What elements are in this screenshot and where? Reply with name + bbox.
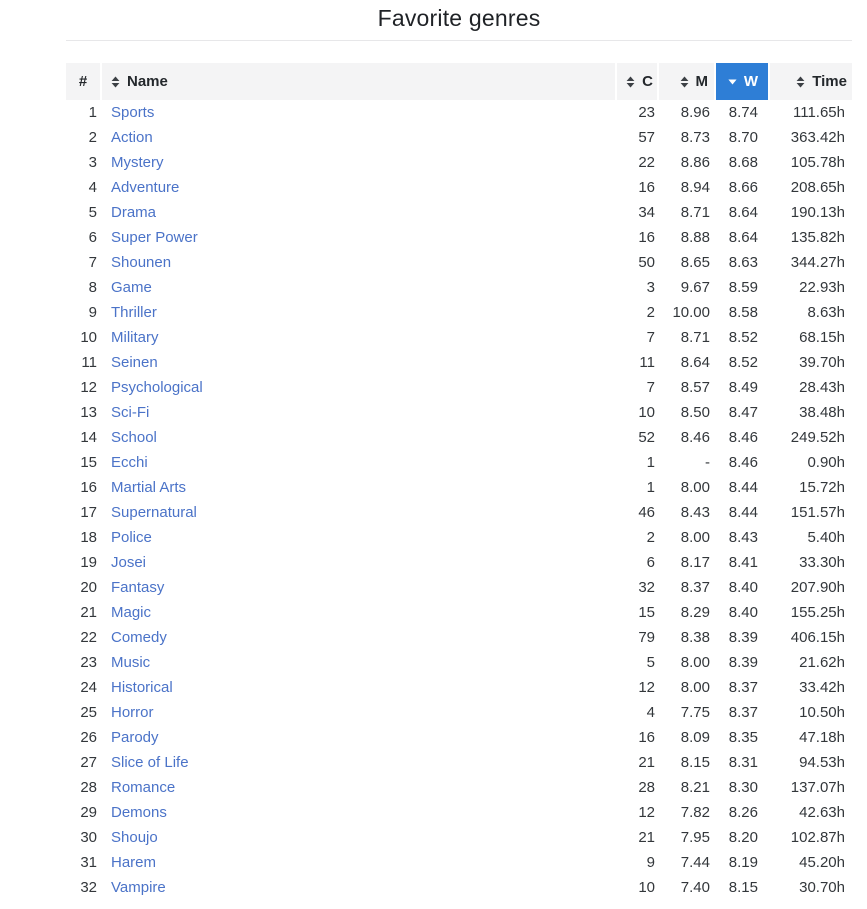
genre-link[interactable]: Historical bbox=[111, 679, 173, 696]
genre-name-cell bbox=[102, 100, 615, 125]
genre-name-cell bbox=[102, 850, 615, 875]
completed-count-cell: 5 bbox=[646, 654, 655, 671]
completed-count-cell: 50 bbox=[638, 254, 655, 271]
genre-link[interactable]: Police bbox=[111, 529, 152, 546]
table-row bbox=[66, 650, 852, 675]
time-cell: 137.07h bbox=[790, 779, 845, 796]
time-cell: 207.90h bbox=[790, 579, 845, 596]
rank-cell: 9 bbox=[88, 304, 97, 321]
rank-cell: 31 bbox=[80, 854, 97, 871]
mean-score-cell: - bbox=[705, 454, 710, 471]
column-header-name[interactable] bbox=[102, 63, 615, 100]
table-row bbox=[66, 500, 852, 525]
completed-count-cell: 12 bbox=[638, 679, 655, 696]
weighted-score-cell: 8.30 bbox=[728, 779, 758, 796]
weighted-score-cell: 8.59 bbox=[728, 279, 758, 296]
weighted-score-cell: 8.15 bbox=[728, 879, 758, 896]
weighted-score-cell: 8.68 bbox=[728, 154, 758, 171]
table-row bbox=[66, 200, 852, 225]
mean-score-cell: 8.71 bbox=[680, 204, 710, 221]
time-cell: 30.70h bbox=[799, 879, 845, 896]
genre-link[interactable]: Horror bbox=[111, 704, 154, 721]
mean-score-cell: 8.00 bbox=[680, 479, 710, 496]
table-row bbox=[66, 600, 852, 625]
mean-score-cell: 8.94 bbox=[680, 179, 710, 196]
table-row bbox=[66, 525, 852, 550]
genre-name-cell bbox=[102, 350, 615, 375]
table-row bbox=[66, 325, 852, 350]
weighted-score-cell: 8.19 bbox=[728, 854, 758, 871]
table-row bbox=[66, 700, 852, 725]
mean-score-cell: 7.82 bbox=[680, 804, 710, 821]
time-cell: 363.42h bbox=[790, 129, 845, 146]
time-cell: 111.65h bbox=[793, 104, 845, 121]
genre-link[interactable]: Action bbox=[111, 129, 153, 146]
rank-cell: 18 bbox=[80, 529, 97, 546]
table-row bbox=[66, 375, 852, 400]
completed-count-cell: 79 bbox=[638, 629, 655, 646]
mean-score-cell: 8.96 bbox=[680, 104, 710, 121]
mean-score-cell: 8.73 bbox=[680, 129, 710, 146]
mean-score-cell: 8.86 bbox=[680, 154, 710, 171]
genre-name-cell bbox=[102, 625, 615, 650]
mean-score-cell: 8.00 bbox=[680, 679, 710, 696]
mean-score-cell: 7.40 bbox=[680, 879, 710, 896]
table-row bbox=[66, 675, 852, 700]
genre-name-cell bbox=[102, 175, 615, 200]
mean-score-cell: 8.88 bbox=[680, 229, 710, 246]
rank-cell: 13 bbox=[80, 404, 97, 421]
genre-name-cell bbox=[102, 400, 615, 425]
genre-link[interactable]: Josei bbox=[111, 554, 147, 571]
genre-link[interactable]: Demons bbox=[111, 804, 167, 821]
time-cell: 155.25h bbox=[790, 604, 845, 621]
genre-link[interactable]: Martial Arts bbox=[111, 479, 187, 496]
genre-name-cell bbox=[102, 375, 615, 400]
time-cell: 45.20h bbox=[799, 854, 845, 871]
mean-score-cell: 7.44 bbox=[680, 854, 710, 871]
completed-count-cell: 32 bbox=[638, 579, 655, 596]
column-header-completed-label: C bbox=[642, 73, 653, 90]
mean-score-cell: 8.46 bbox=[680, 429, 710, 446]
rank-cell: 5 bbox=[88, 204, 97, 221]
completed-count-cell: 34 bbox=[638, 204, 655, 221]
table-row bbox=[66, 175, 852, 200]
mean-score-cell: 7.75 bbox=[680, 704, 710, 721]
weighted-score-cell: 8.46 bbox=[728, 454, 758, 471]
genre-link[interactable]: Game bbox=[111, 279, 152, 296]
genre-name-cell bbox=[102, 250, 615, 275]
mean-score-cell: 8.38 bbox=[680, 629, 710, 646]
weighted-score-cell: 8.63 bbox=[728, 254, 758, 271]
genre-name-cell bbox=[102, 125, 615, 150]
genre-name-cell bbox=[102, 550, 615, 575]
table-row bbox=[66, 800, 852, 825]
genre-name-cell bbox=[102, 500, 615, 525]
rank-cell: 7 bbox=[88, 254, 97, 271]
genre-name-cell bbox=[102, 825, 615, 850]
time-cell: 208.65h bbox=[790, 179, 845, 196]
genre-name-cell bbox=[102, 725, 615, 750]
genre-link[interactable]: Romance bbox=[111, 779, 176, 796]
table-row bbox=[66, 725, 852, 750]
time-cell: 8.63h bbox=[807, 304, 845, 321]
genre-link[interactable]: Ecchi bbox=[111, 454, 148, 471]
genre-name-cell bbox=[102, 800, 615, 825]
genre-name-cell bbox=[102, 700, 615, 725]
genre-link[interactable]: Supernatural bbox=[111, 504, 197, 521]
genre-name-cell bbox=[102, 875, 615, 900]
table-row bbox=[66, 400, 852, 425]
mean-score-cell: 8.43 bbox=[680, 504, 710, 521]
rank-cell: 11 bbox=[81, 354, 97, 371]
genre-link[interactable]: Vampire bbox=[111, 879, 166, 896]
genre-name-cell bbox=[102, 650, 615, 675]
genre-link[interactable]: Mystery bbox=[111, 154, 164, 171]
rank-cell: 4 bbox=[88, 179, 97, 196]
weighted-score-cell: 8.49 bbox=[728, 379, 758, 396]
time-cell: 15.72h bbox=[799, 479, 845, 496]
genre-link[interactable]: Shoujo bbox=[111, 829, 158, 846]
genre-link[interactable]: Music bbox=[111, 654, 151, 671]
weighted-score-cell: 8.64 bbox=[728, 204, 758, 221]
mean-score-cell: 10.00 bbox=[672, 304, 710, 321]
column-header-rank-label: # bbox=[78, 73, 88, 90]
column-header-name-label: Name bbox=[127, 73, 168, 90]
time-cell: 5.40h bbox=[807, 529, 845, 546]
weighted-score-cell: 8.74 bbox=[728, 104, 758, 121]
weighted-score-cell: 8.52 bbox=[728, 329, 758, 346]
genre-name-cell bbox=[102, 525, 615, 550]
completed-count-cell: 22 bbox=[638, 154, 655, 171]
rank-cell: 23 bbox=[80, 654, 97, 671]
mean-score-cell: 8.50 bbox=[680, 404, 710, 421]
rank-cell: 17 bbox=[80, 504, 97, 521]
rank-cell: 21 bbox=[80, 604, 97, 621]
genre-link[interactable]: Seinen bbox=[111, 354, 158, 371]
weighted-score-cell: 8.58 bbox=[728, 304, 758, 321]
rank-cell: 6 bbox=[88, 229, 97, 246]
mean-score-cell: 8.17 bbox=[680, 554, 710, 571]
weighted-score-cell: 8.31 bbox=[728, 754, 758, 771]
mean-score-cell: 8.64 bbox=[680, 354, 710, 371]
completed-count-cell: 7 bbox=[646, 329, 655, 346]
rank-cell: 19 bbox=[80, 554, 97, 571]
page-title: Favorite genres bbox=[377, 5, 541, 31]
column-header-rank bbox=[66, 63, 100, 100]
time-cell: 39.70h bbox=[799, 354, 845, 371]
mean-score-cell: 8.57 bbox=[680, 379, 710, 396]
table-row bbox=[66, 275, 852, 300]
time-cell: 102.87h bbox=[790, 829, 845, 846]
completed-count-cell: 10 bbox=[638, 404, 655, 421]
table-row bbox=[66, 300, 852, 325]
time-cell: 406.15h bbox=[790, 629, 845, 646]
mean-score-cell: 8.65 bbox=[680, 254, 710, 271]
column-header-mean[interactable] bbox=[659, 63, 714, 100]
rank-cell: 28 bbox=[80, 779, 97, 796]
time-cell: 22.93h bbox=[799, 279, 845, 296]
weighted-score-cell: 8.37 bbox=[728, 704, 758, 721]
rank-cell: 3 bbox=[88, 154, 97, 171]
genre-name-cell bbox=[102, 425, 615, 450]
time-cell: 151.57h bbox=[790, 504, 845, 521]
weighted-score-cell: 8.64 bbox=[728, 229, 758, 246]
rank-cell: 1 bbox=[88, 104, 97, 121]
mean-score-cell: 8.15 bbox=[680, 754, 710, 771]
genre-name-cell bbox=[102, 200, 615, 225]
genre-link[interactable]: Fantasy bbox=[111, 579, 165, 596]
table-row bbox=[66, 775, 852, 800]
column-header-mean-label: M bbox=[695, 73, 708, 90]
completed-count-cell: 1 bbox=[646, 454, 655, 471]
table-row bbox=[66, 750, 852, 775]
table-header-row bbox=[66, 63, 852, 100]
weighted-score-cell: 8.41 bbox=[728, 554, 758, 571]
completed-count-cell: 15 bbox=[638, 604, 655, 621]
completed-count-cell: 1 bbox=[646, 479, 655, 496]
table-row bbox=[66, 350, 852, 375]
table-row bbox=[66, 850, 852, 875]
genre-name-cell bbox=[102, 775, 615, 800]
genre-link[interactable]: Parody bbox=[111, 729, 159, 746]
table-body bbox=[66, 100, 852, 900]
table-row bbox=[66, 225, 852, 250]
completed-count-cell: 10 bbox=[638, 879, 655, 896]
completed-count-cell: 11 bbox=[639, 354, 655, 371]
time-cell: 68.15h bbox=[799, 329, 845, 346]
sort-both-icon bbox=[796, 76, 805, 88]
column-header-time[interactable] bbox=[770, 63, 852, 100]
completed-count-cell: 3 bbox=[646, 279, 655, 296]
time-cell: 135.82h bbox=[790, 229, 845, 246]
time-cell: 28.43h bbox=[799, 379, 845, 396]
genre-name-cell bbox=[102, 475, 615, 500]
genre-link[interactable]: Adventure bbox=[111, 179, 180, 196]
genre-name-cell bbox=[102, 225, 615, 250]
rank-cell: 32 bbox=[80, 879, 97, 896]
genre-name-cell bbox=[102, 450, 615, 475]
table-row bbox=[66, 425, 852, 450]
completed-count-cell: 21 bbox=[638, 754, 655, 771]
genre-name-cell bbox=[102, 275, 615, 300]
completed-count-cell: 4 bbox=[646, 704, 655, 721]
time-cell: 344.27h bbox=[790, 254, 845, 271]
table-row bbox=[66, 100, 852, 125]
completed-count-cell: 28 bbox=[638, 779, 655, 796]
genre-link[interactable]: Drama bbox=[111, 204, 157, 221]
genre-name-cell bbox=[102, 300, 615, 325]
genre-link[interactable]: Military bbox=[111, 329, 159, 346]
genre-name-cell bbox=[102, 600, 615, 625]
genre-link[interactable]: Sports bbox=[111, 104, 155, 121]
weighted-score-cell: 8.47 bbox=[728, 404, 758, 421]
time-cell: 0.90h bbox=[807, 454, 845, 471]
time-cell: 21.62h bbox=[799, 654, 845, 671]
genre-link[interactable]: Magic bbox=[111, 604, 152, 621]
table-row bbox=[66, 575, 852, 600]
genre-link[interactable]: Slice of Life bbox=[111, 754, 189, 771]
weighted-score-cell: 8.44 bbox=[728, 479, 758, 496]
weighted-score-cell: 8.35 bbox=[728, 729, 758, 746]
genre-link[interactable]: School bbox=[111, 429, 157, 446]
mean-score-cell: 7.95 bbox=[680, 829, 710, 846]
mean-score-cell: 8.37 bbox=[680, 579, 710, 596]
table-row bbox=[66, 450, 852, 475]
completed-count-cell: 7 bbox=[646, 379, 655, 396]
rank-cell: 8 bbox=[88, 279, 97, 296]
time-cell: 38.48h bbox=[799, 404, 845, 421]
genre-name-cell bbox=[102, 575, 615, 600]
time-cell: 10.50h bbox=[799, 704, 845, 721]
mean-score-cell: 8.21 bbox=[680, 779, 710, 796]
genre-link[interactable]: Thriller bbox=[111, 304, 157, 321]
completed-count-cell: 23 bbox=[638, 104, 655, 121]
table-row bbox=[66, 150, 852, 175]
completed-count-cell: 6 bbox=[646, 554, 655, 571]
completed-count-cell: 16 bbox=[638, 229, 655, 246]
mean-score-cell: 9.67 bbox=[680, 279, 710, 296]
genre-name-cell bbox=[102, 750, 615, 775]
mean-score-cell: 8.29 bbox=[680, 604, 710, 621]
rank-cell: 29 bbox=[80, 804, 97, 821]
time-cell: 33.42h bbox=[799, 679, 845, 696]
completed-count-cell: 46 bbox=[638, 504, 655, 521]
weighted-score-cell: 8.40 bbox=[728, 579, 758, 596]
completed-count-cell: 57 bbox=[638, 129, 655, 146]
weighted-score-cell: 8.52 bbox=[728, 354, 758, 371]
genre-link[interactable]: Sci-Fi bbox=[111, 404, 150, 421]
table-row bbox=[66, 250, 852, 275]
rank-cell: 27 bbox=[80, 754, 97, 771]
column-header-weighted-label: W bbox=[743, 73, 758, 90]
mean-score-cell: 8.00 bbox=[680, 654, 710, 671]
sort-both-icon bbox=[111, 76, 120, 88]
table-row bbox=[66, 550, 852, 575]
rank-cell: 22 bbox=[80, 629, 97, 646]
completed-count-cell: 16 bbox=[638, 729, 655, 746]
column-header-time-label: Time bbox=[812, 73, 847, 90]
weighted-score-cell: 8.44 bbox=[728, 504, 758, 521]
table-row bbox=[66, 475, 852, 500]
column-header-completed[interactable] bbox=[617, 63, 657, 100]
table-row bbox=[66, 125, 852, 150]
weighted-score-cell: 8.20 bbox=[728, 829, 758, 846]
time-cell: 190.13h bbox=[790, 204, 845, 221]
weighted-score-cell: 8.39 bbox=[728, 654, 758, 671]
weighted-score-cell: 8.26 bbox=[728, 804, 758, 821]
sort-desc-icon bbox=[728, 79, 737, 85]
content-area bbox=[66, 0, 852, 900]
weighted-score-cell: 8.40 bbox=[728, 604, 758, 621]
time-cell: 47.18h bbox=[799, 729, 845, 746]
completed-count-cell: 12 bbox=[638, 804, 655, 821]
genre-link[interactable]: Comedy bbox=[111, 629, 167, 646]
rank-cell: 25 bbox=[80, 704, 97, 721]
rank-cell: 2 bbox=[88, 129, 97, 146]
rank-cell: 26 bbox=[80, 729, 97, 746]
completed-count-cell: 21 bbox=[638, 829, 655, 846]
weighted-score-cell: 8.66 bbox=[728, 179, 758, 196]
completed-count-cell: 16 bbox=[638, 179, 655, 196]
rank-cell: 12 bbox=[80, 379, 97, 396]
genre-name-cell bbox=[102, 150, 615, 175]
weighted-score-cell: 8.43 bbox=[728, 529, 758, 546]
rank-cell: 30 bbox=[80, 829, 97, 846]
completed-count-cell: 2 bbox=[646, 529, 655, 546]
mean-score-cell: 8.00 bbox=[680, 529, 710, 546]
rank-cell: 24 bbox=[80, 679, 97, 696]
genre-link[interactable]: Psychological bbox=[111, 379, 203, 396]
rank-cell: 20 bbox=[80, 579, 97, 596]
mean-score-cell: 8.71 bbox=[680, 329, 710, 346]
rank-cell: 10 bbox=[80, 329, 97, 346]
rank-cell: 16 bbox=[80, 479, 97, 496]
rank-cell: 15 bbox=[80, 454, 97, 471]
table-row bbox=[66, 825, 852, 850]
table-row bbox=[66, 625, 852, 650]
time-cell: 105.78h bbox=[790, 154, 845, 171]
genre-name-cell bbox=[102, 675, 615, 700]
time-cell: 94.53h bbox=[799, 754, 845, 771]
time-cell: 42.63h bbox=[799, 804, 845, 821]
completed-count-cell: 2 bbox=[646, 304, 655, 321]
genre-name-cell bbox=[102, 325, 615, 350]
time-cell: 249.52h bbox=[790, 429, 845, 446]
column-header-weighted-sorted[interactable] bbox=[716, 63, 768, 100]
title-divider bbox=[66, 40, 852, 41]
table-row bbox=[66, 875, 852, 900]
genre-link[interactable]: Harem bbox=[111, 854, 157, 871]
weighted-score-cell: 8.39 bbox=[728, 629, 758, 646]
sort-both-icon bbox=[680, 76, 689, 88]
genre-link[interactable]: Super Power bbox=[111, 229, 198, 246]
weighted-score-cell: 8.70 bbox=[728, 129, 758, 146]
time-cell: 33.30h bbox=[799, 554, 845, 571]
rank-cell: 14 bbox=[80, 429, 97, 446]
weighted-score-cell: 8.37 bbox=[728, 679, 758, 696]
sort-both-icon bbox=[626, 76, 635, 88]
weighted-score-cell: 8.46 bbox=[728, 429, 758, 446]
mean-score-cell: 8.09 bbox=[680, 729, 710, 746]
completed-count-cell: 9 bbox=[646, 854, 655, 871]
completed-count-cell: 52 bbox=[638, 429, 655, 446]
genre-link[interactable]: Shounen bbox=[111, 254, 172, 271]
